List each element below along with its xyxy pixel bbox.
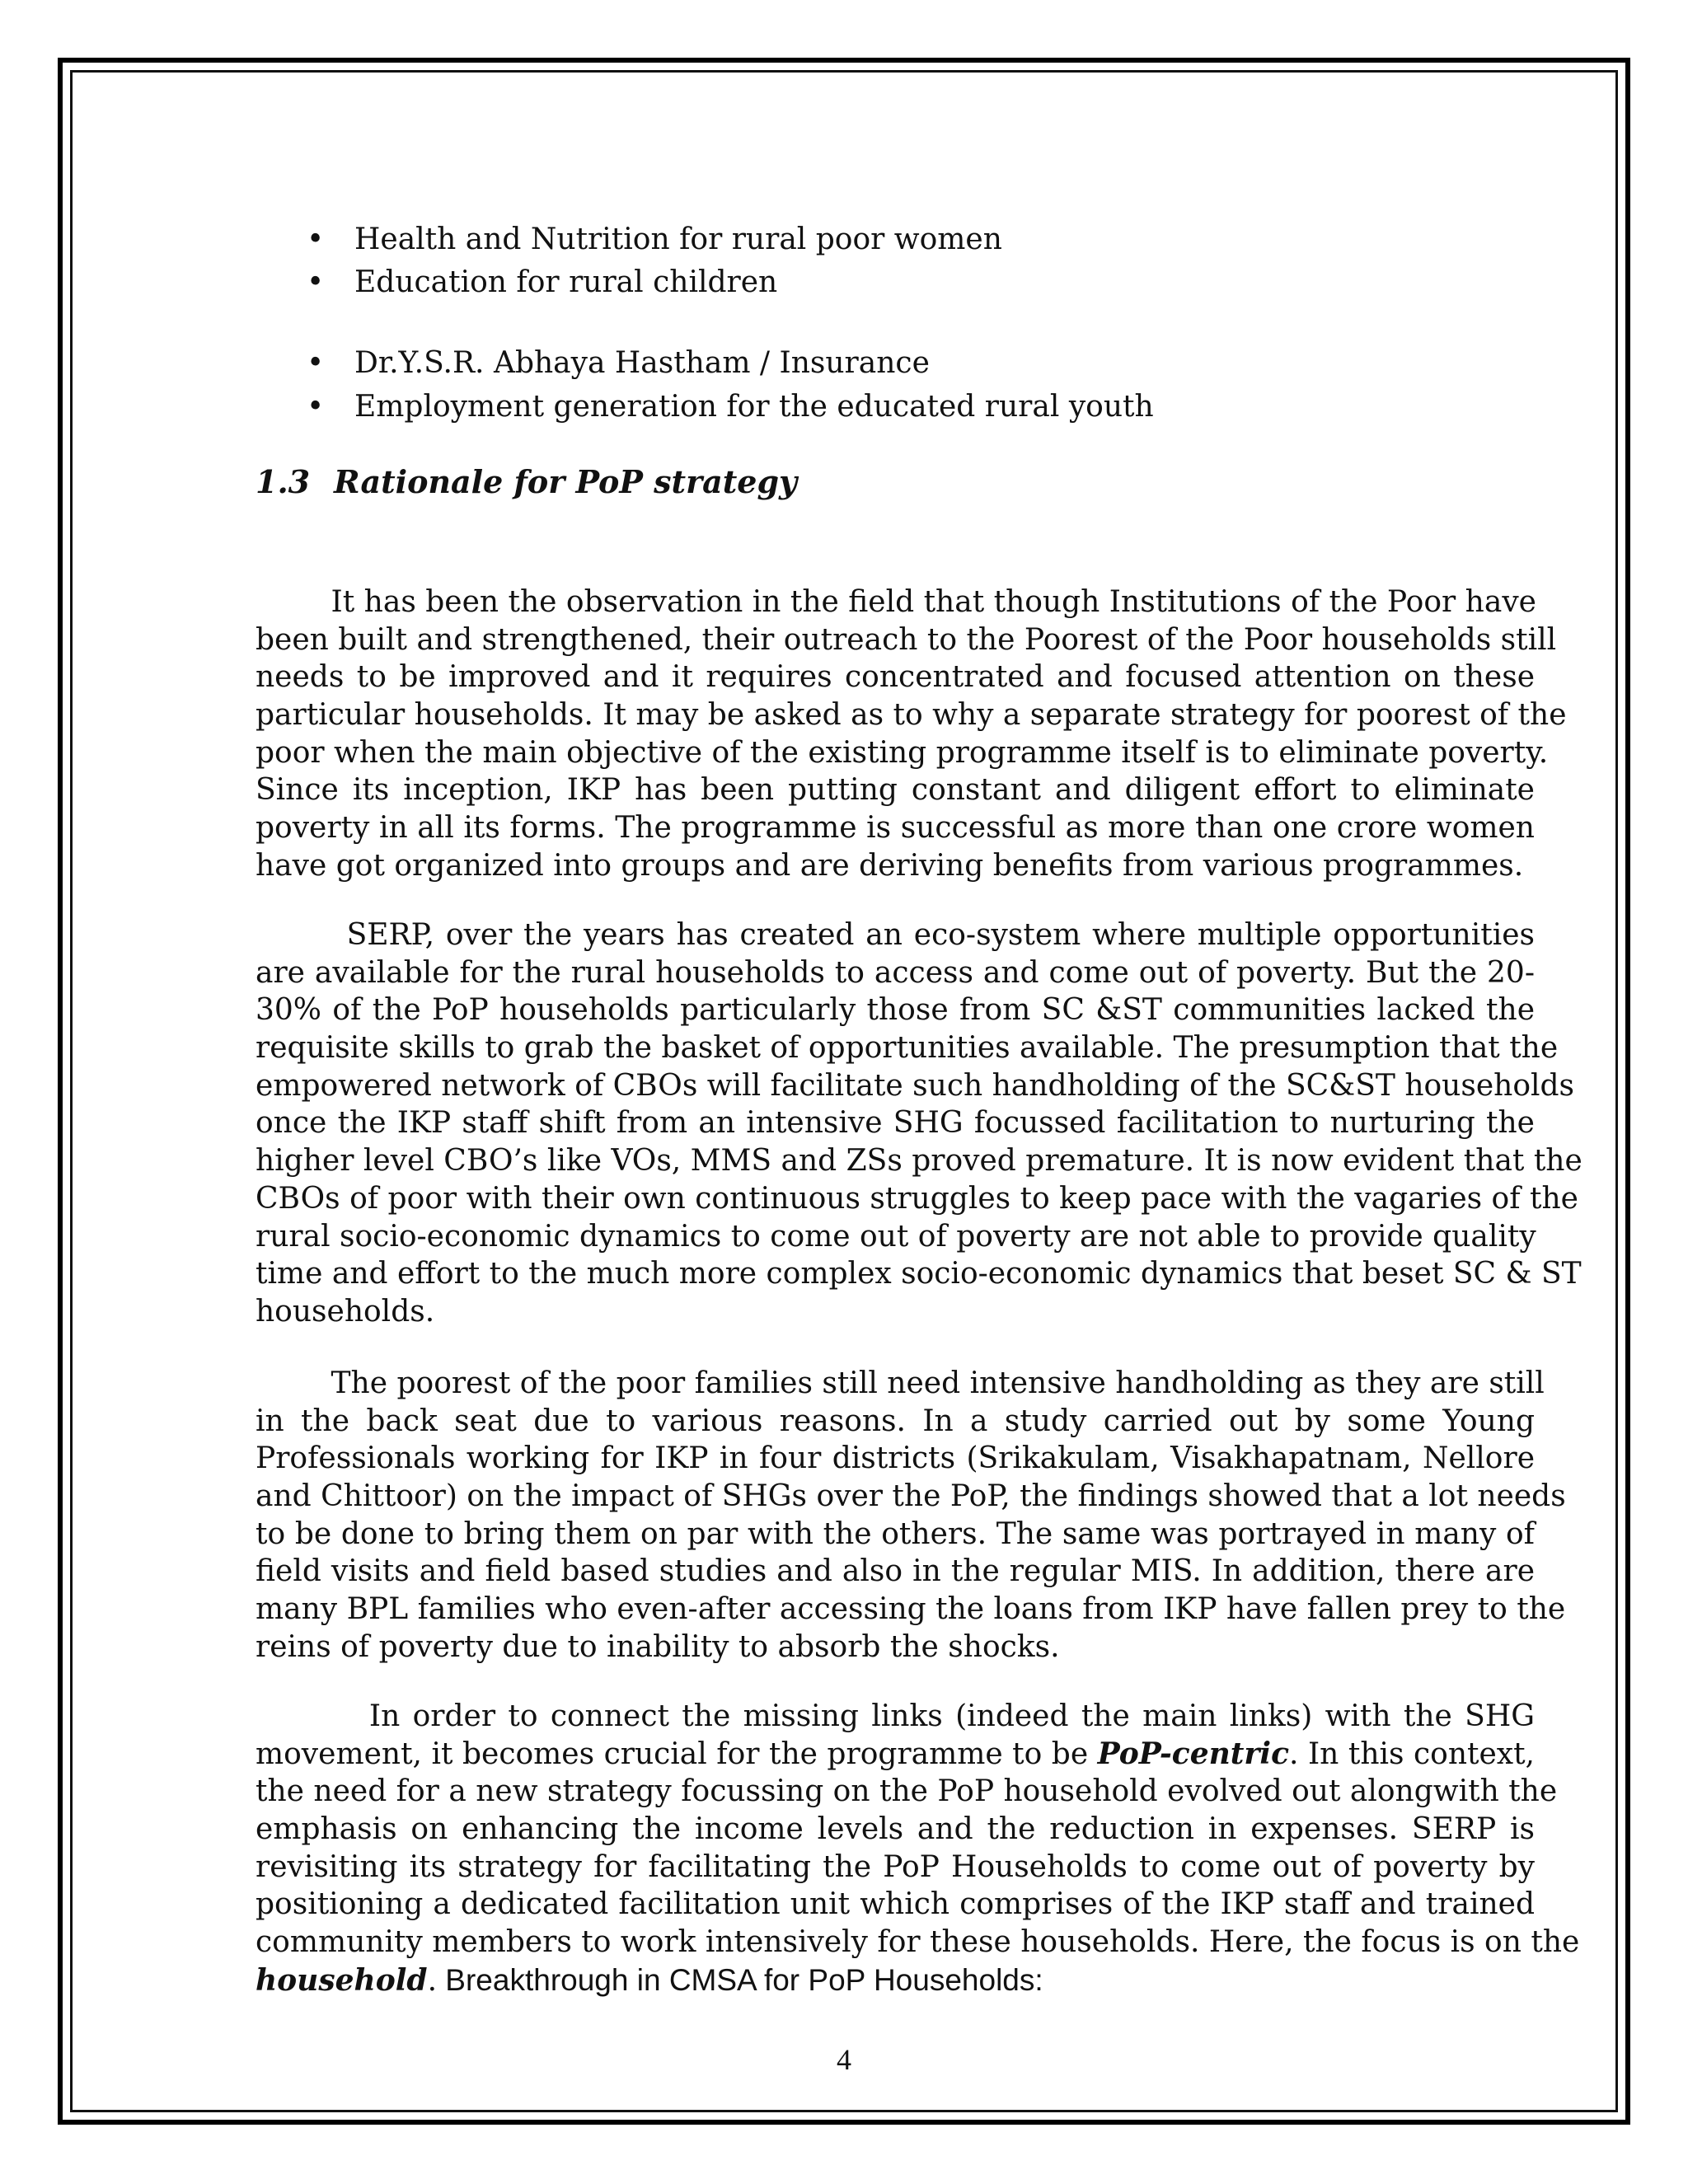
text-line [256,621,1557,659]
text-line [256,1218,1535,1256]
text-line [256,954,1535,992]
bullet-text: Employment generation for the educated rural youth [354,390,1154,424]
text-segment: and Chittoor) on the impact of SHGs over the PoP, the findings showed that a lot needs [256,1479,1566,1514]
bullet-icon: • [307,390,325,424]
text-line [256,1255,1582,1293]
text-line [256,1180,1578,1218]
text-line [256,847,1535,885]
section-number: 1.3 [256,463,311,500]
bullet-icon: • [307,265,325,299]
bullet-text: Dr.Y.S.R. Abhaya Hastham / Insurance [354,346,930,380]
text-segment: In order to connect the missing links (indeed the main links) with the SHG [256,1699,1535,1733]
text-line [256,1773,1558,1811]
text-line [256,1811,1535,1849]
text-line [256,1029,1559,1067]
text-segment: higher level CBO’s like VOs, MMS and ZSs proved premature. It is now evident that the [256,1144,1582,1179]
text-segment: many BPL families who even-after accessing the loans from IKP have fallen prey to the [256,1592,1566,1627]
text-segment: It has been the observation in the field that though Institutions of the Poor have [256,585,1536,619]
text-line [256,1104,1535,1142]
section-title: Rationale for PoP strategy [334,463,798,500]
text-line [256,991,1535,1029]
text-segment: movement, it becomes crucial for the programme to be [256,1736,1098,1771]
text-line [256,583,1535,621]
text-segment: . [427,1963,438,1998]
text-line [256,1924,1580,1961]
text-segment: been built and strengthened, their outreach to the Poorest of the Poor households still [256,622,1557,657]
text-segment: SERP, over the years has created an eco-system where multiple opportunities [256,918,1535,952]
text-line [256,1365,1545,1403]
text-segment: to be done to bring them on par with the others. The same was portrayed in many of [256,1516,1535,1551]
text-line [256,734,1549,772]
text-line [256,658,1535,696]
text-line [256,1553,1535,1591]
text-segment: the need for a new strategy focussing on the PoP household evolved out alongwith the [256,1774,1558,1809]
text-line [256,771,1535,809]
text-line [256,1591,1566,1629]
text-segment: field visits and field based studies and also in the regular MIS. In addition, there are [256,1554,1535,1589]
paragraph [256,1365,1566,1666]
text-line [256,1698,1535,1736]
subheading-text: Breakthrough in CMSA for PoP Households: [437,1962,1043,1997]
text-line [256,1629,1535,1666]
text-line [256,1440,1535,1478]
text-segment: are available for the rural households to access and come out of poverty. But the 20- [256,955,1535,990]
bullet-text: Education for rural children [354,265,778,299]
text-line [256,809,1535,847]
text-segment: have got organized into groups and are deriving benefits from various programmes. [256,848,1524,883]
text-segment: reins of poverty due to inability to absorb the shocks. [256,1629,1060,1664]
text-line [256,1849,1535,1886]
text-segment: 30% of the PoP households particularly those from SC &ST communities lacked the [256,993,1535,1028]
section-heading [256,463,797,500]
text-segment: time and effort to the much more complex socio-economic dynamics that beset SC & ST [256,1257,1582,1291]
text-segment: poverty in all its forms. The programme is successful as more than one crore women [256,811,1535,846]
text-segment: particular households. It may be asked as to why a separate strategy for poorest of the [256,698,1567,733]
text-segment: community members to work intensively for these households. Here, the focus is on the [256,1925,1580,1960]
text-segment: rural socio-economic dynamics to come out of poverty are not able to provide quality [256,1219,1536,1254]
bullet-icon: • [307,346,325,380]
text-line [256,1293,1535,1331]
text-line [256,916,1535,954]
paragraph [256,1698,1580,1999]
paragraph [256,916,1582,1331]
text-segment: emphasis on enhancing the income levels and the reduction in expenses. SERP is [256,1812,1535,1847]
text-line [256,1478,1566,1516]
text-segment: empowered network of CBOs will facilitate such handholding of the SC&ST households [256,1068,1575,1103]
text-line [256,1067,1575,1105]
text-segment: once the IKP staff shift from an intensive SHG focussed facilitation to nurturing the [256,1106,1535,1141]
text-segment: . In this context, [1289,1736,1535,1771]
page-number: 4 [837,2043,851,2076]
text-line [256,696,1567,734]
text-segment: CBOs of poor with their own continuous struggles to keep pace with the vagaries of the [256,1181,1578,1216]
text-line [256,1403,1535,1441]
text-segment: poor when the main objective of the existing programme itself is to eliminate poverty. [256,735,1549,770]
text-line [256,1142,1582,1180]
text-segment: in the back seat due to various reasons. In a study carried out by some Young [256,1404,1535,1438]
text-segment: revisiting its strategy for facilitating the PoP Households to come out of poverty by [256,1849,1535,1884]
text-segment: Professionals working for IKP in four districts (Srikakulam, Visakhapatnam, Nellore [256,1441,1535,1476]
text-segment: Since its inception, IKP has been putting constant and diligent effort to eliminate [256,773,1535,808]
bullet-icon: • [307,223,325,256]
text-line [256,1886,1535,1924]
text-segment: needs to be improved and it requires concentrated and focused attention on these [256,660,1535,695]
emphasis-text: PoP-centric [1097,1736,1289,1771]
emphasis-text: household [256,1962,428,1998]
text-segment: requisite skills to grab the basket of opportunities available. The presumption that the [256,1031,1559,1066]
text-line [256,1736,1535,1774]
text-segment: households. [256,1294,435,1329]
text-segment: The poorest of the poor families still need intensive handholding as they are still [256,1366,1545,1400]
text-line [256,1961,1535,1999]
paragraph [256,583,1567,885]
text-line [256,1516,1535,1554]
bullet-text: Health and Nutrition for rural poor women [354,223,1002,256]
text-segment: positioning a dedicated facilitation unit which comprises of the IKP staff and trained [256,1887,1535,1922]
